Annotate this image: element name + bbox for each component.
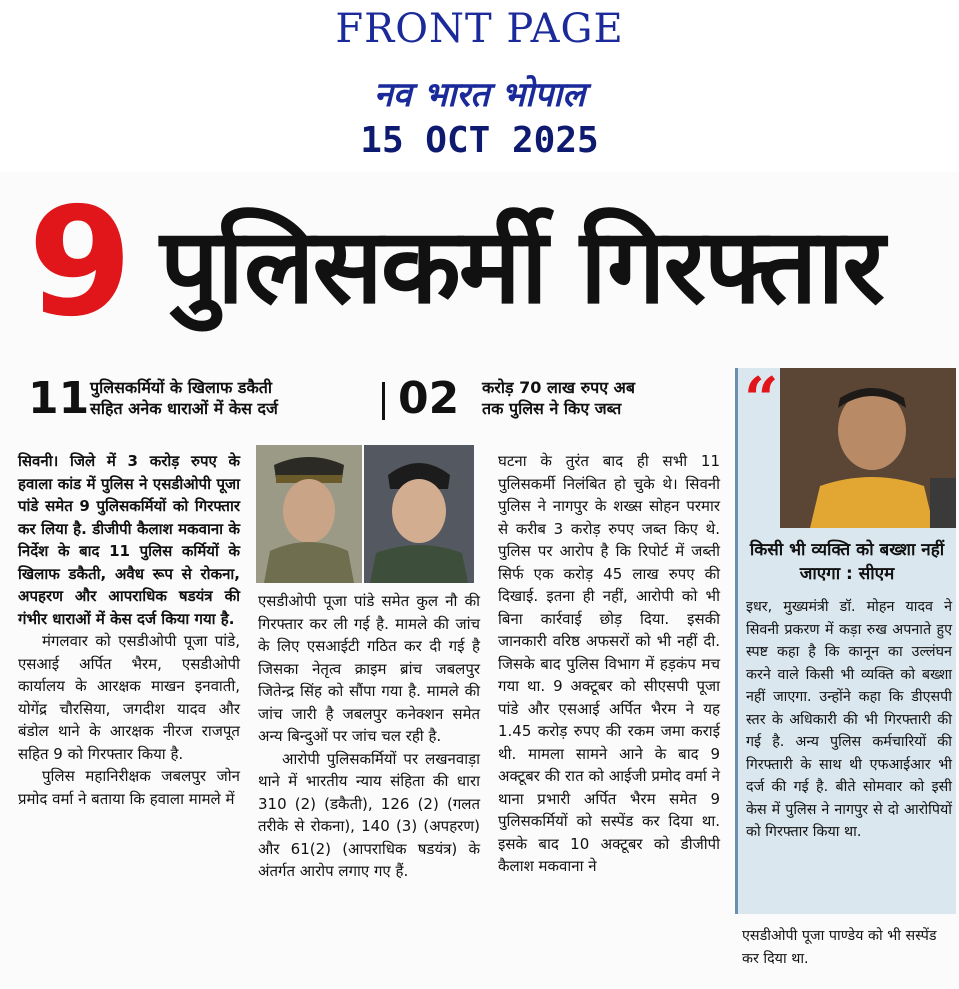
woman-officer-portrait-icon [256, 445, 362, 583]
stat-text-line1: पुलिसकर्मियों के खिलाफ डकैती [90, 378, 272, 397]
photo-sdop-pooja-pande [256, 445, 362, 583]
stat-text-line2: सहित अनेक धाराओं में केस दर्ज [90, 399, 278, 418]
sidebar-title: किसी भी व्यक्ति को बख्शा नहीं जाएगा : सीएम [749, 540, 945, 584]
headline [0, 178, 959, 358]
man-speaking-portrait-icon [780, 368, 956, 528]
article-column-3 [498, 450, 720, 878]
article-paragraph: पुलिस महानिरीक्षक जबलपुर जोन प्रमोद वर्मा ने बताया कि हवाला मामले में [18, 767, 240, 808]
article-column-1 [18, 450, 240, 810]
article-paragraph: मंगलवार को एसडीओपी पूजा पांडे, एसआई अर्पित भैरम, एसडीओपी कार्यालय के आरक्षक माखन इनवाती, योगेंद्र चौरसिया, जगदीश यादव और बंडोल थाने के आरक्षक नीरज राजपूत सहित 9 को गिरफ्तार किया है. [18, 632, 240, 763]
stat-text-line1: करोड़ 70 लाख रुपए अब [482, 378, 636, 397]
article-paragraph: एसडीओपी पूजा पांडे समेत कुल नौ की गिरफ्तार कर ली गई है. मामले की जांच के लिए एसआईटी गठित कर दी गई है जिसका नेतृत्व क्राइम ब्रांच जबलपुर जितेन्द्र सिंह को सौंपा गया है. मामले की जांच जारी है जबलपुर कनेक्शन समेत अन्य बिन्दुओं पर जांच चल रही है. [258, 592, 480, 745]
stat-text-line2: तक पुलिस ने किए जब्त [482, 399, 622, 418]
article-paragraph: घटना के तुरंत बाद ही सभी 11 पुलिसकर्मी निलंबित हो चुके थे। सिवनी पुलिस ने नागपुर के शख्स सोहन परमार से करीब 3 करोड़ रुपए जब्त किए थे. पुलिस पर आरोप है कि रिपोर्ट में जब्ती सिर्फ एक करोड़ 45 लाख रुपए की दिखाई. इतना ही नहीं, आरोपी को भी बिना कार्रवाई छोड़ दिया. इसकी जानकारी वरिष्ठ अफसरों को भी नहीं दी. जिसके बाद पुलिस विभाग में हड़कंप मच गया था. 9 अक्टूबर को सीएसपी पूजा पांडे और एसआई अर्पित भैरम ने यह 1.45 करोड़ रुपए की रकम जमा कराई थी. मामला सामने आने के बाद 9 अक्टूबर की रात को आईजी प्रमोद वर्मा ने थाना प्रभारी अर्पित भैरम समेत 9 पुलिसकर्मियों को सस्पेंड कर दिया था. इसके बाद 10 अक्टूबर को डीजीपी कैलाश मकवाना ने [498, 452, 720, 875]
headline-number: 9 [28, 176, 133, 350]
article-column-2 [258, 590, 480, 883]
photo-si-arpit-bhairam [364, 445, 474, 583]
stat-divider [382, 382, 385, 420]
quote-mark-icon: “ [744, 365, 779, 435]
article-paragraph: आरोपी पुलिसकर्मियों पर लखनवाड़ा थाने में भारतीय न्याय संहिता की धारा 310 (2) (डकैती), 126 (2) (गलत तरीके से रोकना), 140 (3) (अपहरण) और 61(2) (आपराधिक षडयंत्र) के अंतर्गत आरोप लगाए गए हैं. [258, 749, 480, 880]
stat-number: 11 [28, 373, 90, 424]
sidebar-continuation: एसडीओपी पूजा पाण्डेय को भी सस्पेंड कर दिया था. [742, 928, 937, 967]
stamp-publication: नव भारत भोपाल [373, 75, 586, 115]
stamp-date: 15 OCT 2025 [360, 120, 599, 161]
stat-number: 02 [398, 373, 460, 424]
sidebar-body: इधर, मुख्यमंत्री डॉ. मोहन यादव ने सिवनी प्रकरण में कड़ा रुख अपनाते हुए स्पष्ट कहा है कि कानून का उल्लंघन करने वाले किसी भी व्यक्ति को बख्शा नहीं जाएगा. उन्होंने कहा कि डीएसपी स्तर के अधिकारी की भी गिरफ्तारी की गई है. अन्य पुलिस कर्मचारियों की गिरफ्तारी के साथ थी एफआईआर भी दर्ज की गई है. बीते सोमवार को इसी केस में पुलिस ने नागपुर से दो आरोपियों को गिरफ्तार किया था. [746, 599, 952, 840]
stamp-front-page: FRONT PAGE [335, 6, 624, 52]
article-lead: सिवनी। जिले में 3 करोड़ रुपए के हवाला कांड में पुलिस ने एसडीओपी पूजा पांडे समेत 9 पुलिसकर्मियों को गिरफ्तार कर लिया है. डीजीपी कैलाश मकवाना के निर्देश के बाद 11 पुलिस कर्मियों के खिलाफ डकैती, अवैध रूप से रोकना, अपहरण और आपराधिक षडयंत्र की गंभीर धाराओं में केस दर्ज किया गया है. [18, 452, 240, 628]
cm-quote-sidebar [735, 365, 956, 914]
stat-cases [28, 373, 378, 425]
headline-text: पुलिसकर्मी गिरफ्तार [160, 205, 883, 327]
male-officer-portrait-icon [364, 445, 474, 583]
photo-cm-mohan-yadav [780, 368, 956, 528]
stat-seized [398, 373, 728, 425]
